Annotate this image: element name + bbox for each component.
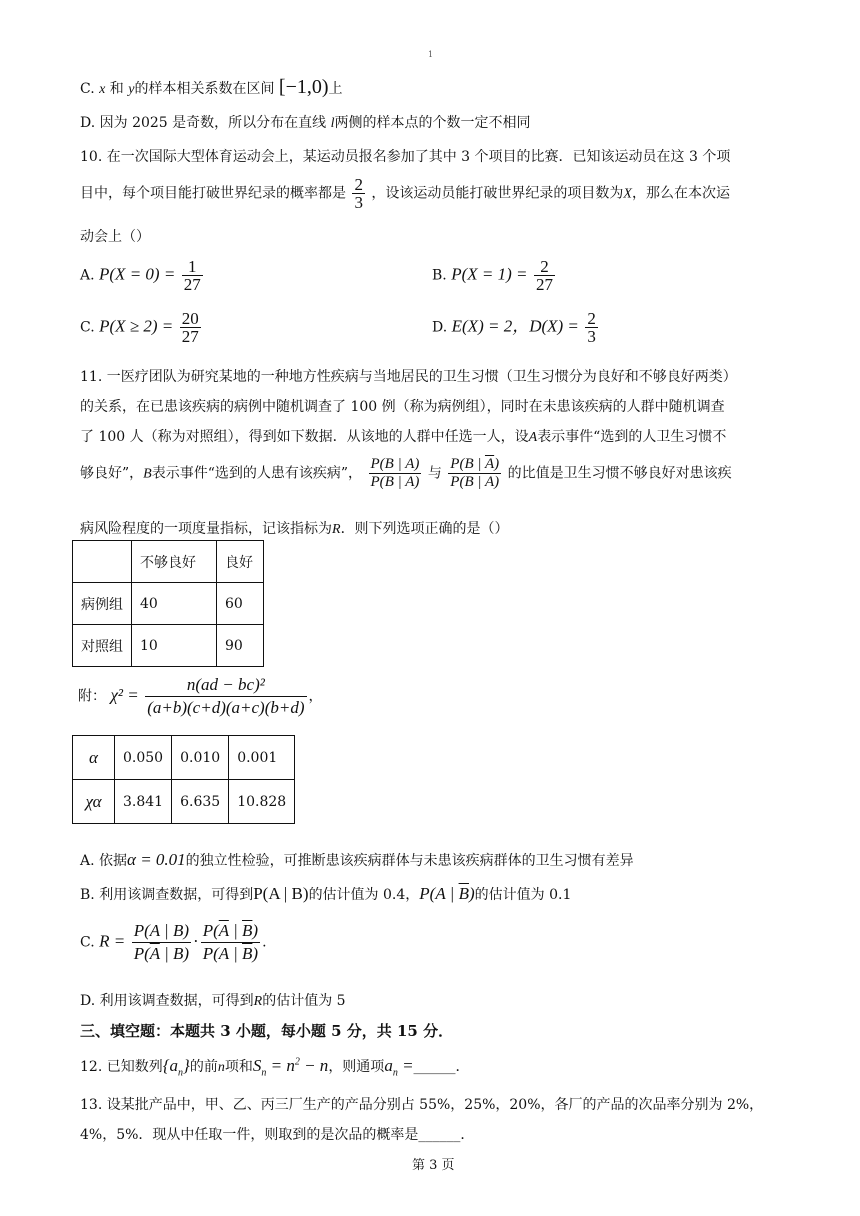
q9-option-c xyxy=(80,76,343,99)
q10-option-b xyxy=(432,258,557,293)
table-cell: 0.010 xyxy=(172,736,229,780)
q10-line2 xyxy=(80,176,730,211)
q11-a-label: A. xyxy=(80,853,95,869)
q11-alpha-table xyxy=(72,735,295,824)
header-mark: 1 xyxy=(428,50,434,59)
table-cell: 0.001 xyxy=(229,736,295,780)
q10-line2b: ，设该运动员能打破世界纪录的项目数为 xyxy=(371,185,624,202)
q11-line5 xyxy=(80,518,509,538)
q10-line1: 10. 在一次国际大型体育运动会上，某运动员报名参加了其中 3 个项目的比赛．已知该运动员在这 3 个项 xyxy=(80,149,731,165)
table-row xyxy=(73,736,295,780)
q12-text1: 12. 已知数列 xyxy=(80,1059,163,1075)
q10-d-den: 3 xyxy=(587,327,596,346)
q11-formula-lhs: χ² = xyxy=(110,685,139,705)
q10-option-d xyxy=(432,310,600,345)
q11-c-frac1: $\frac{P(A | B)}{P(\overline{A} | B)}$ xyxy=(133,921,190,963)
q10-a-expr: P(X = 0) = xyxy=(99,264,176,284)
q11-formula-tail: ， xyxy=(308,688,323,705)
q12-text2: 的前 xyxy=(189,1059,218,1075)
q11-b-text2: 的估计值为 0.4， xyxy=(308,887,420,903)
table-row xyxy=(73,780,295,824)
q9-c-text-d: 的样本相关系数在区间 xyxy=(134,81,275,97)
q11-line4a: 够良好”， xyxy=(80,465,144,482)
q11-line4b: 表示事件“选到的人患有该疾病”， xyxy=(151,465,363,482)
q11-var-b: B xyxy=(143,466,152,482)
q10-d-expr: E(X) = 2，D(X) = xyxy=(451,316,579,336)
table-cell: 40 xyxy=(132,583,217,625)
q11-ratio1: $\frac{P(B | A)}{P(\overline{B} | A)}$ xyxy=(370,456,420,490)
table-row xyxy=(73,625,264,667)
table-cell: 3.841 xyxy=(115,780,172,824)
q10-c-expr: P(X ≥ 2) = xyxy=(99,316,174,336)
q11-d-label: D. xyxy=(80,993,96,1009)
q10-a-num: 1 xyxy=(182,258,203,276)
q10-b-fraction xyxy=(534,258,555,293)
section3-title: 三、填空题：本题共 3 小题，每小题 5 分，共 15 分． xyxy=(80,1022,454,1040)
q10-frac-num: 2 xyxy=(354,175,363,194)
q9-d-text2: 两侧的样本点的个数一定不相同 xyxy=(334,115,531,131)
q11-d-var: R xyxy=(253,994,263,1009)
q10-d-label: D. xyxy=(432,319,448,336)
q9-c-text-b: 和 xyxy=(109,81,124,97)
q9-c-interval: [−1,0) xyxy=(278,76,329,98)
q9-c-text-e: 上 xyxy=(328,81,343,97)
q12-line xyxy=(80,1056,470,1078)
table-cell: 0.050 xyxy=(115,736,172,780)
q11-option-b xyxy=(80,884,571,904)
q11-formula-den: (a+b)(c+d)(a+c)(b+d) xyxy=(147,698,305,717)
q11-appendix-label: 附： xyxy=(78,688,106,705)
q11-formula-fraction xyxy=(145,674,306,719)
q10-a-label: A. xyxy=(80,267,95,284)
page-number: 第 3 页 xyxy=(412,1158,455,1173)
table-cell: 对照组 xyxy=(73,625,132,667)
q10-c-label: C. xyxy=(80,319,95,336)
q10-d-fraction xyxy=(585,310,598,345)
q9-c-var-y: y xyxy=(128,82,135,97)
q11-a-math: α = 0.01 xyxy=(127,850,186,869)
q9-d-label: D. xyxy=(80,115,96,131)
q9-d-var: l xyxy=(330,116,335,131)
q11-var-r: R xyxy=(332,522,341,537)
q11-b-math1: P(A | B) xyxy=(253,884,309,903)
q11-formula xyxy=(78,674,323,719)
q10-d-num: 2 xyxy=(587,309,596,328)
q11-line3b: 表示事件“选到的人卫生习惯不 xyxy=(537,429,727,445)
q12-var-n: n xyxy=(217,1060,225,1075)
q11-line4c: 与 xyxy=(427,465,442,482)
q11-var-a: A xyxy=(528,430,538,445)
q11-b-text3: 的估计值为 0.1 xyxy=(474,887,572,903)
q11-line1: 11. 一医疗团队为研究某地的一种地方性疾病与当地居民的卫生习惯（卫生习惯分为良好和不够良好两类） xyxy=(80,369,737,385)
table-cell: 病例组 xyxy=(73,583,132,625)
q11-d-text1: 利用该调查数据，可得到 xyxy=(99,993,254,1009)
q10-var-x: X xyxy=(623,186,632,202)
q10-a-fraction xyxy=(182,258,203,293)
q11-a-text2: 的独立性检验，可推断患该疾病群体与未患该疾病群体的卫生习惯有差异 xyxy=(185,853,634,869)
q10-line2c: ，那么在本次运 xyxy=(631,185,730,202)
table-cell: χα xyxy=(73,780,115,824)
table-header: 不够良好 xyxy=(132,541,217,583)
q11-c-formula: R = xyxy=(99,931,126,951)
q10-option-a xyxy=(80,258,205,293)
table-cell: 6.635 xyxy=(172,780,229,824)
q11-formula-num: n(ad − bc)² xyxy=(145,674,306,697)
table-cell: 10 xyxy=(132,625,217,667)
q11-line4 xyxy=(80,456,732,491)
q9-c-var-x: x xyxy=(99,82,106,97)
q10-c-den: 27 xyxy=(181,327,199,346)
table-cell: 10.828 xyxy=(229,780,295,824)
q11-option-d xyxy=(80,990,346,1010)
q11-option-a xyxy=(80,850,634,870)
q13-line2: 4%，5%．现从中任取一件，则取到的是次品的概率是______． xyxy=(80,1127,475,1143)
q12-blank: ______． xyxy=(413,1059,470,1075)
q11-c-label: C. xyxy=(80,934,95,951)
q11-option-c: C. R = $\frac{P(A | B)}{P(\overline{A} | B)}$ · $\frac{P(\overline{A} | \overline{B})}{P(A | \overline{B})}$ . xyxy=(80,921,267,963)
table-cell: 60 xyxy=(217,583,264,625)
q11-line4d: 的比值是卫生习惯不够良好对患该疾 xyxy=(507,465,732,482)
q10-b-label: B. xyxy=(432,267,447,284)
q9-c-label: C. xyxy=(80,81,95,97)
q12-formula: $S_n = n^2 - n$ xyxy=(252,1056,329,1079)
q10-b-den: 27 xyxy=(535,275,553,294)
q10-c-fraction xyxy=(180,310,201,345)
table-row xyxy=(73,583,264,625)
q11-c-frac2: $\frac{P(\overline{A} | \overline{B})}{P(A | \overline{B})}$ xyxy=(202,921,259,963)
q10-option-c xyxy=(80,310,203,345)
q11-line5b: ．则下列选项正确的是（） xyxy=(340,521,509,537)
q10-b-num: 2 xyxy=(534,258,555,276)
q10-line3: 动会上（） xyxy=(80,229,150,245)
q13-line1: 13. 设某批产品中，甲、乙、丙三厂生产的产品分别占 55%，25%，20%，各厂的产品的次品率分别为 2%， xyxy=(80,1097,764,1113)
q10-a-den: 27 xyxy=(183,275,201,294)
table-cell: α xyxy=(73,736,115,780)
q11-a-text1: 依据 xyxy=(99,853,128,869)
q11-d-text2: 的估计值为 5 xyxy=(262,993,346,1009)
q11-line5a: 病风险程度的一项度量指标，记该指标为 xyxy=(80,521,332,537)
q11-b-math2: P(A | $\overline{B}$) xyxy=(419,884,475,903)
q10-frac-den: 3 xyxy=(354,193,363,212)
q12-text4: ，则通项 xyxy=(328,1059,385,1075)
q9-option-d xyxy=(80,112,531,132)
q9-d-text: 因为 2025 是奇数，所以分布在直线 xyxy=(99,115,327,131)
q12-text3: 项和 xyxy=(224,1059,253,1075)
table-cell xyxy=(73,541,132,583)
q11-b-text1: 利用该调查数据，可得到 xyxy=(99,887,254,903)
q10-b-expr: P(X = 1) = xyxy=(451,264,528,284)
q11-data-table xyxy=(72,540,264,667)
q11-ratio2: $\frac{P(B | \overline{A})}{P(\overline{B} | \overline{A})}$ xyxy=(450,456,500,490)
table-row xyxy=(73,541,264,583)
table-header: 良好 xyxy=(217,541,264,583)
table-cell: 90 xyxy=(217,625,264,667)
q11-line3 xyxy=(80,426,726,446)
q10-line2a: 目中，每个项目能打破世界纪录的概率都是 xyxy=(80,185,346,202)
q11-line2: 的关系，在已患该疾病的病例中随机调查了 100 例（称为病例组），同时在未患该疾病的人群中随机调查 xyxy=(80,399,725,415)
q11-b-label: B. xyxy=(80,887,95,903)
q12-an: $a_n$ = xyxy=(384,1056,414,1079)
q11-line3a: 了 100 人（称为对照组），得到如下数据．从该地的人群中任选一人，设 xyxy=(80,429,529,445)
q10-c-num: 20 xyxy=(181,309,199,328)
q10-prob-fraction xyxy=(352,176,365,211)
q12-seq: $\{a_n\}$ xyxy=(162,1056,190,1079)
